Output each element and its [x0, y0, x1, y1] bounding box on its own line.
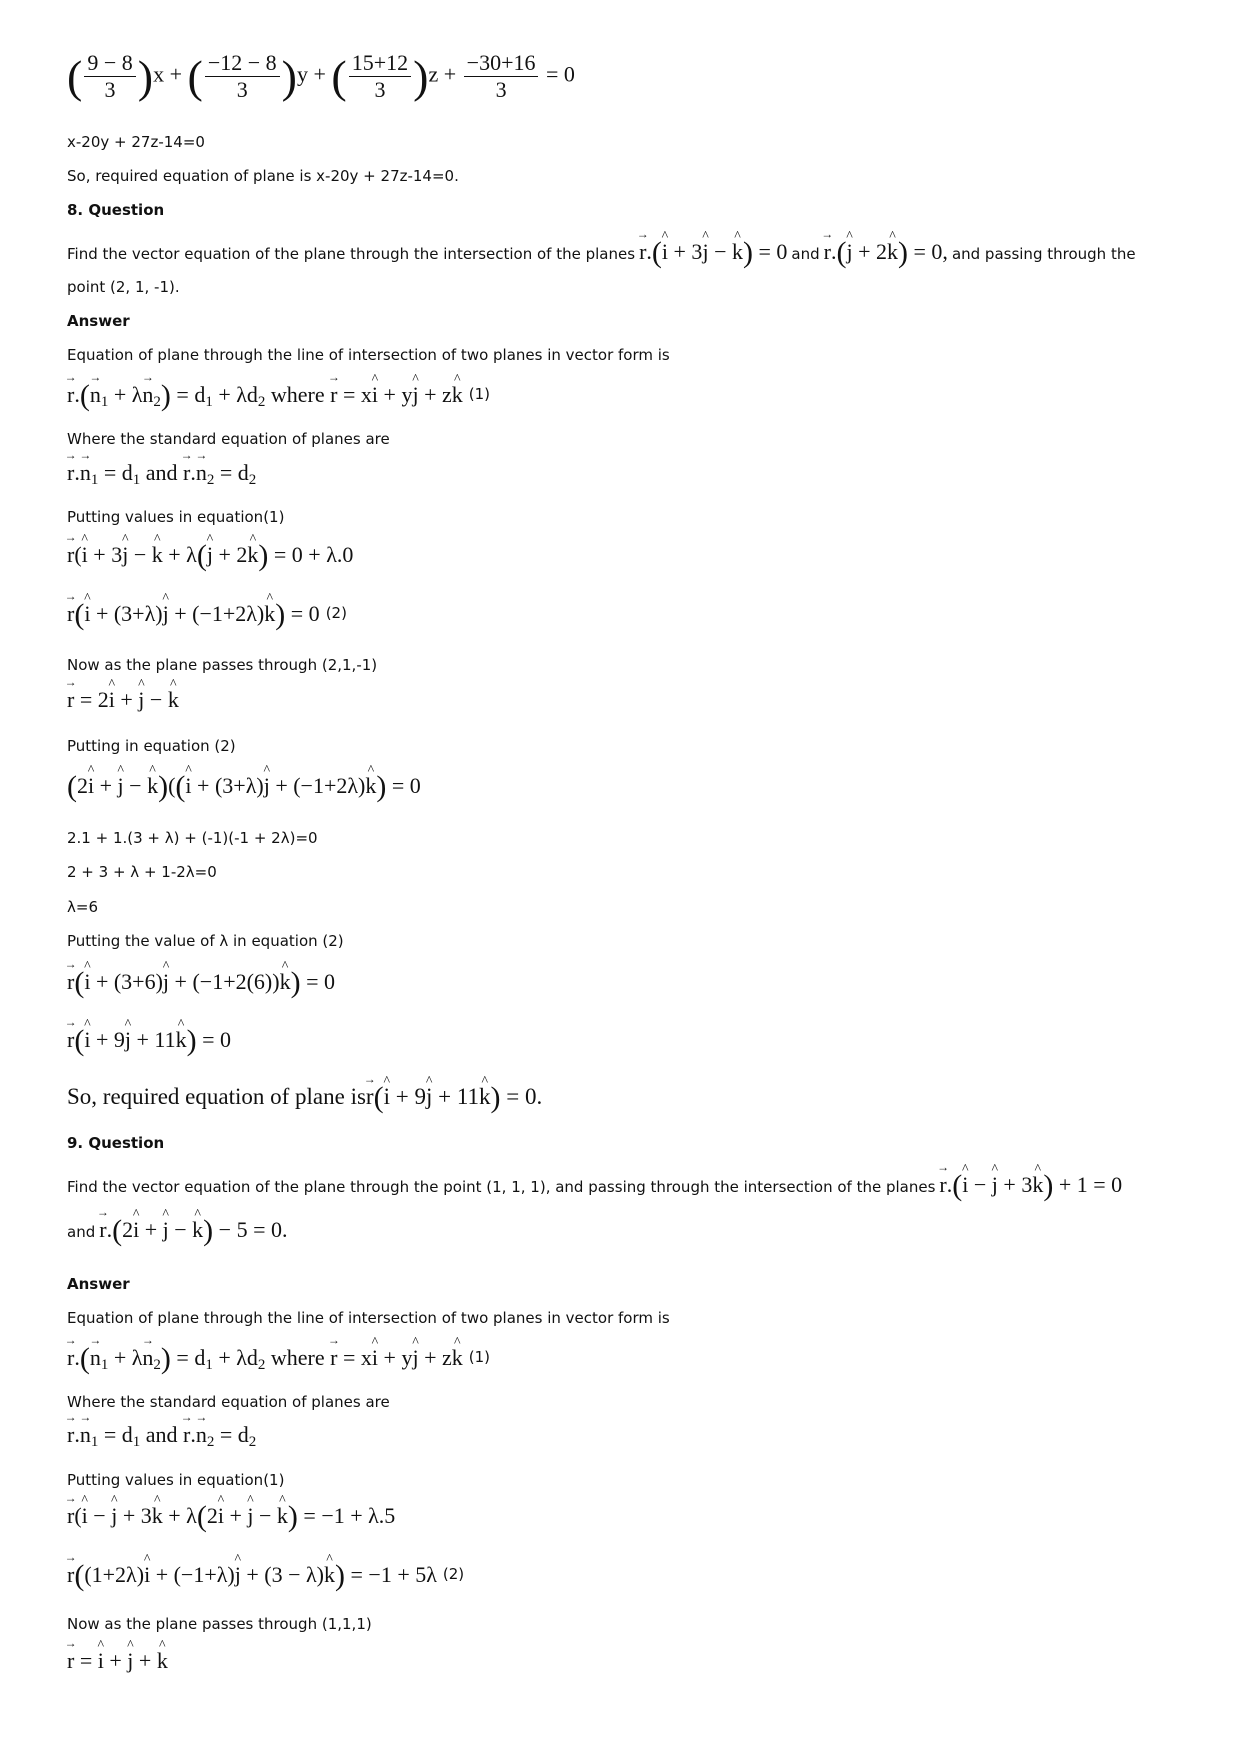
conclusion-text: So, required equation of plane is x-20y + 27z-14=0.: [67, 167, 459, 185]
answer-text: Putting the value of λ in equation (2): [67, 932, 344, 950]
question-text: and passing through the: [951, 245, 1136, 263]
answer-text: Equation of plane through the line of intersection of two planes in vector form is: [67, 346, 670, 364]
equation-substituted: → r(^ i + 3^ j − ^ k + λ(^ j + 2^ k) = 0 + λ.0: [67, 539, 353, 573]
conjunction: and: [67, 1223, 96, 1241]
equation-2: → r(^ i + (3+λ)^ j + (−1+2λ)^ k) = 0 (2): [67, 598, 347, 632]
answer-text: Where the standard equation of planes are: [67, 1393, 390, 1411]
equation-general-plane: → r.(→ n1 + λ→ n2) = d1 + λd2 where → r = x^ i + y^ j + z^ k (1): [67, 379, 490, 413]
question-text: Find the vector equation of the plane through the point (1, 1, 1), and passing through the intersection of the planes: [67, 1178, 936, 1196]
equation-plane-1: → r.(^ i + 3^ j − ^ k) = 0: [639, 239, 787, 264]
equation-standard-planes: → r.→ n1 = d1 and → r.→ n2 = d2: [67, 1422, 256, 1451]
equation-tag: (1): [468, 1348, 490, 1366]
question-9-text: [67, 1169, 1122, 1203]
answer-text: Where the standard equation of planes are: [67, 430, 390, 448]
equation-text: x-20y + 27z-14=0: [67, 133, 205, 151]
step-text: λ=6: [67, 898, 98, 916]
equation-lambda-substituted: → r(^ i + (3+6)^ j + (−1+2(6))^ k) = 0: [67, 966, 335, 1000]
answer-text: Putting values in equation(1): [67, 508, 285, 526]
equation-plane-2: → r.(^ j + 2^ k) = 0,: [824, 239, 948, 264]
equation-point-vector: → r = 2^ i + ^ j − ^ k: [67, 687, 179, 713]
conclusion-text: So, required equation of plane is: [67, 1084, 366, 1109]
equation-plane-1: → r.(^ i − ^ j + 3^ k) + 1 = 0: [939, 1172, 1122, 1197]
equation-dot-product: (2^ i + ^ j − ^ k)((^ i + (3+λ)^ j + (−1+2λ)^ k) = 0: [67, 770, 421, 804]
equation-tag: (2): [442, 1565, 465, 1583]
answer-text: Putting values in equation(1): [67, 1471, 285, 1489]
equation-tag: (1): [468, 385, 490, 403]
step-text: 2.1 + 1.(3 + λ) + (-1)(-1 + 2λ)=0: [67, 829, 318, 847]
question-text: Find the vector equation of the plane through the intersection of the planes: [67, 245, 636, 263]
answer-text: Now as the plane passes through (2,1,-1): [67, 656, 378, 674]
equation-simplified: → r(^ i + 9^ j + 11^ k) = 0: [67, 1024, 231, 1058]
answer-heading: Answer: [67, 312, 130, 330]
answer-heading: Answer: [67, 1275, 130, 1293]
equation-tag: (2): [325, 604, 347, 622]
question-9-text-2: [67, 1214, 287, 1248]
conclusion-equation: So, required equation of plane is→ r(^ i + 9^ j + 11^ k) = 0.: [67, 1081, 542, 1115]
equation-general-plane: → r.(→ n1 + λ→ n2) = d1 + λd2 where → r = x^ i + y^ j + z^ k (1): [67, 1342, 490, 1376]
question-8-text: [67, 236, 1136, 270]
step-text: 2 + 3 + λ + 1-2λ=0: [67, 863, 217, 881]
equation-plane-2: → r.(2^ i + ^ j − ^ k) − 5 = 0.: [99, 1217, 287, 1242]
conjunction: and: [791, 245, 820, 263]
answer-text: Equation of plane through the line of intersection of two planes in vector form is: [67, 1309, 670, 1327]
answer-text: Putting in equation (2): [67, 737, 236, 755]
equation-fractions: ( $\frac{9 - 8}{3}$ )x + ( $\frac{-12 - 8}{3}$ )y + ( $\frac{15+12}{3}$ )z + $\frac{-30+16}{3}$ = 0: [67, 50, 575, 102]
answer-text: Now as the plane passes through (1,1,1): [67, 1615, 372, 1633]
equation-2: → r((1+2λ)^ i + (−1+λ)^ j + (3 − λ)^ k) = −1 + 5λ (2): [67, 1559, 464, 1593]
question-text: point (2, 1, -1).: [67, 278, 180, 296]
equation-substituted: → r(^ i − ^ j + 3^ k + λ(2^ i + ^ j − ^ k) = −1 + λ.5: [67, 1500, 395, 1534]
equation-point-vector: → r = ^ i + ^ j + ^ k: [67, 1648, 168, 1674]
question-9-heading: 9. Question: [67, 1134, 165, 1152]
question-8-heading: 8. Question: [67, 201, 165, 219]
equation-standard-planes: → r.→ n1 = d1 and → r.→ n2 = d2: [67, 460, 256, 489]
